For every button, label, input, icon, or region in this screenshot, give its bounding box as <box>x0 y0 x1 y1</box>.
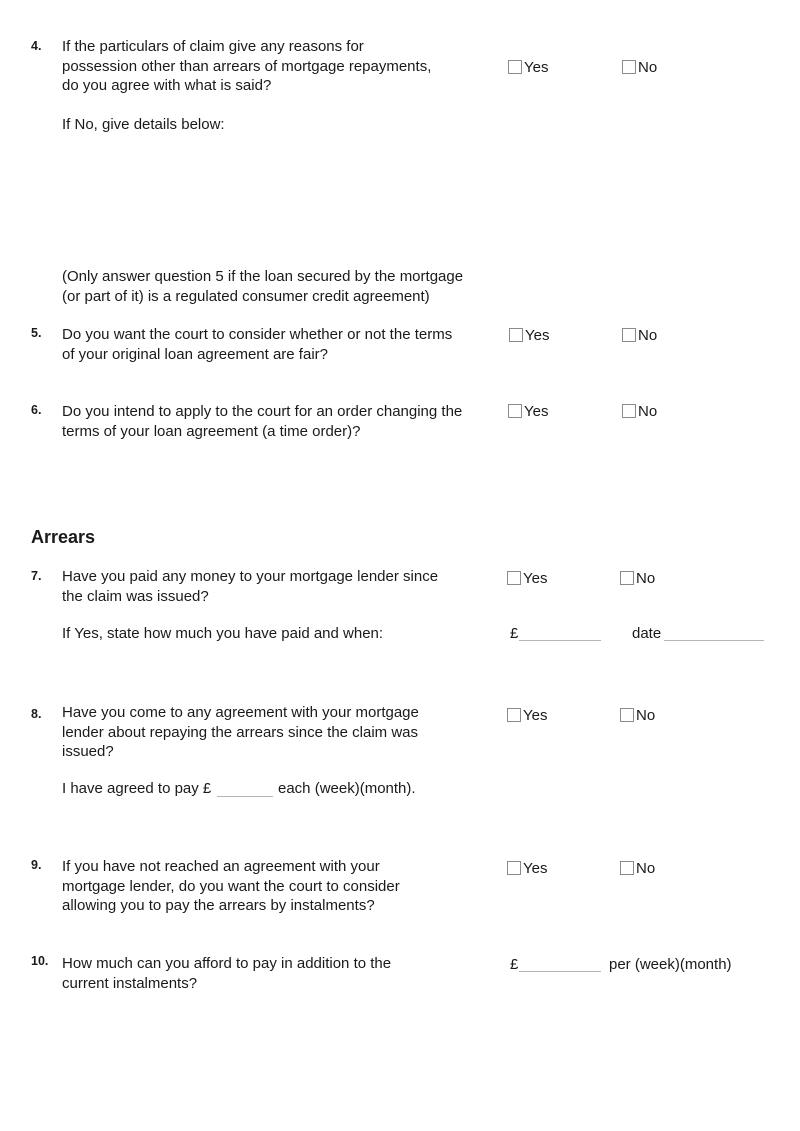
question-5-no-option[interactable] <box>622 326 657 344</box>
question-4-details-area[interactable] <box>62 142 762 252</box>
question-9-no-label: No <box>636 859 656 877</box>
question-10-line-1: How much can you afford to pay in addition to the <box>62 955 392 972</box>
question-8-number: 8. <box>31 707 42 721</box>
question-5-line-1: Do you want the court to consider whether or not the terms <box>62 326 453 343</box>
question-10-text <box>62 954 391 993</box>
question-6-no-checkbox[interactable] <box>622 404 636 418</box>
question-4-no-checkbox[interactable] <box>622 60 636 74</box>
question-4-yes-label: Yes <box>524 58 549 76</box>
question-5-line-2: of your original loan agreement are fair? <box>62 345 328 363</box>
section-heading-arrears: Arrears <box>31 527 96 547</box>
question-5-no-checkbox[interactable] <box>622 328 636 342</box>
question-8-line-3: issued? <box>62 743 114 760</box>
question-9-number: 9. <box>31 858 42 872</box>
question-7-amount-field[interactable] <box>519 640 601 641</box>
question-4-yes-option[interactable] <box>508 58 548 76</box>
question-4-details-prompt: If No, give details below: <box>62 116 225 133</box>
question-9-yes-option[interactable] <box>507 859 547 877</box>
question-5-number: 5. <box>31 326 42 340</box>
question-7-currency-symbol: £ <box>510 625 519 642</box>
question-8-agreed-suffix: each (week)(month). <box>278 780 416 797</box>
question-5-note <box>62 267 463 306</box>
question-8-line-1: Have you come to any agreement with your mortgage <box>62 704 419 721</box>
question-7-line-2: the claim was issued? <box>62 587 209 605</box>
question-7-no-option[interactable] <box>620 569 655 587</box>
question-8-yes-checkbox[interactable] <box>507 708 521 722</box>
question-7-yes-label: Yes <box>523 569 548 587</box>
question-7-no-checkbox[interactable] <box>620 571 634 585</box>
question-4-yes-checkbox[interactable] <box>508 60 522 74</box>
question-4-line-3: do you agree with what is said? <box>62 77 272 94</box>
question-8-line-2: lender about repaying the arrears since the claim was <box>62 723 419 741</box>
question-10-line-2: current instalments? <box>62 974 198 992</box>
question-4-no-label: No <box>638 58 658 76</box>
question-4-line-1: If the particulars of claim give any reasons for <box>62 38 364 55</box>
question-5-yes-checkbox[interactable] <box>509 328 523 342</box>
question-6-line-1: Do you intend to apply to the court for an order changing the <box>62 403 463 420</box>
question-10-currency-symbol: £ <box>510 956 519 973</box>
question-5-yes-option[interactable] <box>509 326 549 344</box>
question-8-amount-field[interactable] <box>217 796 273 797</box>
question-5-text <box>62 325 452 364</box>
question-8-yes-label: Yes <box>523 706 548 724</box>
question-7-number: 7. <box>31 569 42 583</box>
question-5-yes-label: Yes <box>525 326 550 344</box>
question-9-yes-checkbox[interactable] <box>507 861 521 875</box>
question-6-yes-label: Yes <box>524 402 549 420</box>
question-5-note-line-1: (Only answer question 5 if the loan secured by the mortgage <box>62 268 464 285</box>
question-8-yes-option[interactable] <box>507 706 547 724</box>
question-9-line-3: allowing you to pay the arrears by instalments? <box>62 897 375 914</box>
question-7-text <box>62 567 438 606</box>
question-8-agreed-prefix: I have agreed to pay £ <box>62 780 212 797</box>
question-10-number: 10. <box>31 954 49 968</box>
question-9-yes-label: Yes <box>523 859 548 877</box>
question-9-line-2: mortgage lender, do you want the court to consider <box>62 877 400 895</box>
question-6-number: 6. <box>31 403 42 417</box>
question-7-yes-checkbox[interactable] <box>507 571 521 585</box>
question-4-number: 4. <box>31 39 42 53</box>
question-7-no-label: No <box>636 569 656 587</box>
question-10-suffix: per (week)(month) <box>609 956 732 973</box>
question-8-no-checkbox[interactable] <box>620 708 634 722</box>
question-5-no-label: No <box>638 326 658 344</box>
question-7-yes-option[interactable] <box>507 569 547 587</box>
question-6-no-option[interactable] <box>622 402 657 420</box>
question-9-no-checkbox[interactable] <box>620 861 634 875</box>
question-6-yes-option[interactable] <box>508 402 548 420</box>
question-7-date-field[interactable] <box>664 640 764 641</box>
question-7-line-1: Have you paid any money to your mortgage lender since <box>62 568 439 585</box>
question-4-text <box>62 37 431 96</box>
question-6-text <box>62 402 462 441</box>
question-9-no-option[interactable] <box>620 859 655 877</box>
question-8-text <box>62 703 419 762</box>
question-4-line-2: possession other than arrears of mortgage repayments, <box>62 57 432 75</box>
question-6-yes-checkbox[interactable] <box>508 404 522 418</box>
question-8-no-option[interactable] <box>620 706 655 724</box>
question-5-note-line-2: (or part of it) is a regulated consumer credit agreement) <box>62 287 430 305</box>
question-9-line-1: If you have not reached an agreement with your <box>62 858 380 875</box>
question-6-line-2: terms of your loan agreement (a time order)? <box>62 422 361 440</box>
question-10-amount-field[interactable] <box>519 971 601 972</box>
question-8-no-label: No <box>636 706 656 724</box>
question-7-paid-prompt: If Yes, state how much you have paid and when: <box>62 625 384 642</box>
question-4-no-option[interactable] <box>622 58 657 76</box>
question-6-no-label: No <box>638 402 658 420</box>
question-9-text <box>62 857 400 916</box>
question-7-date-label: date <box>632 625 662 642</box>
